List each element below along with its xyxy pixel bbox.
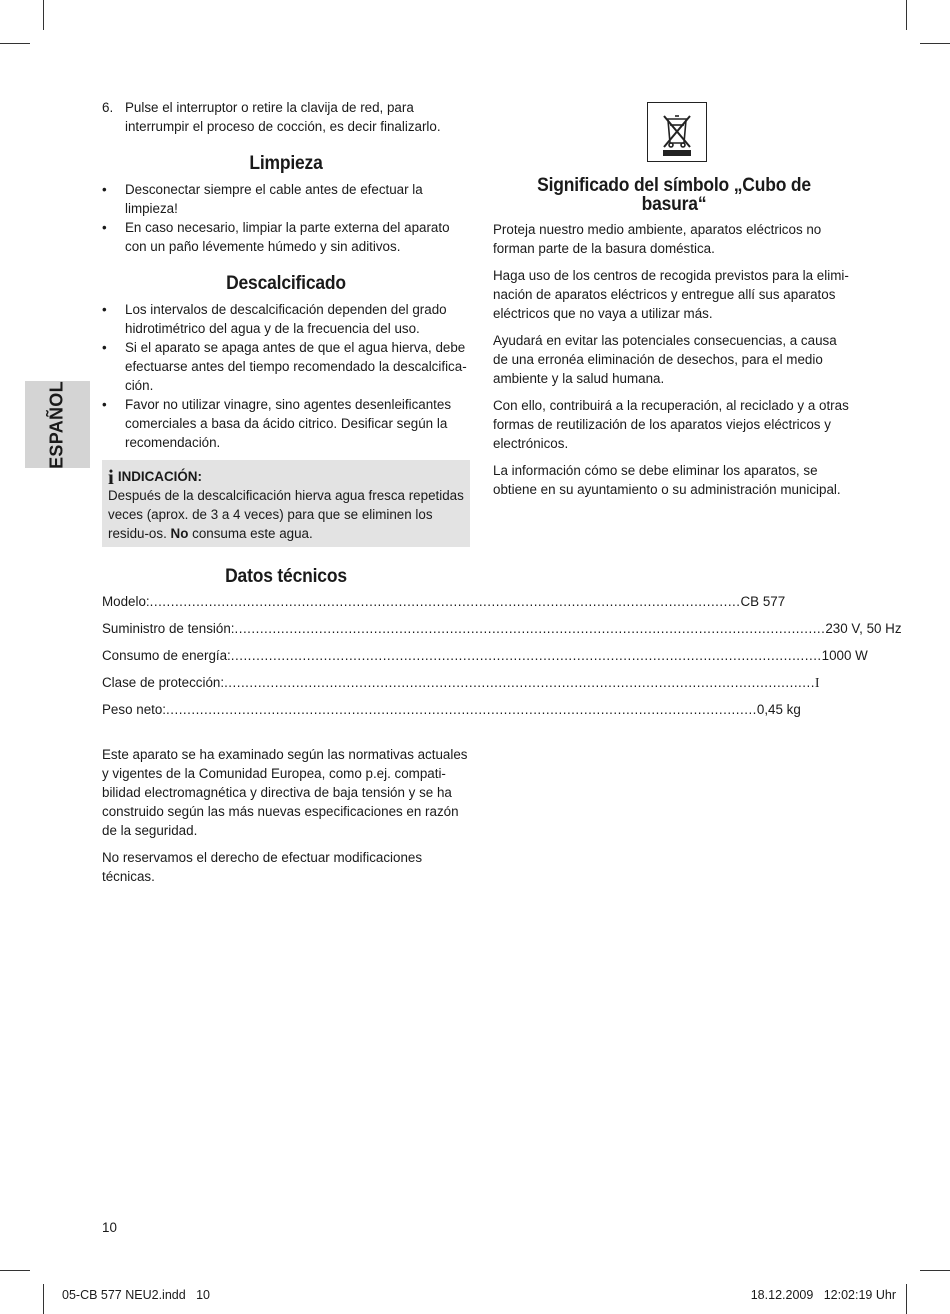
list-item: • Los intervalos de descalcificación dependen del grado hidrotimétrico del agua y de la frecuencia del uso. — [102, 302, 447, 336]
spec-row: Peso neto: ............................................................................................................................................ 0,45 kg — [102, 702, 801, 717]
spec-row: Consumo de energía: ............................................................................................................................................ 1000 W — [102, 648, 868, 663]
crop-mark-top-left-v — [43, 0, 44, 30]
footer-timestamp: 18.12.2009 12:02:19 Uhr — [750, 1288, 896, 1302]
crop-mark-bottom-left-h — [0, 1270, 30, 1271]
crop-mark-top-right-h — [920, 43, 950, 44]
paragraph: Ayudará en evitar las potenciales consecuencias, a causa de una erronéa eliminación de desechos, para el medio ambiente y la salud humana. — [493, 333, 837, 386]
step-text: Pulse el interruptor o retire la clavija de red, para interrumpir el proceso de cocción, es decir finalizarlo. — [125, 100, 441, 134]
right-column — [493, 98, 855, 499]
spec-table — [102, 592, 902, 727]
footer-file-info: 05-CB 577 NEU2.indd 10 — [62, 1288, 211, 1302]
language-tab — [25, 381, 90, 468]
paragraph: Haga uso de los centros de recogida previstos para la elimi-nación de aparatos eléctricos y entregue allí sus aparatos eléctricos que no vaya a utilizar más. — [493, 268, 849, 321]
note-bold-word: No — [170, 526, 189, 541]
crop-mark-bottom-right-v — [906, 1284, 907, 1314]
info-icon: i — [108, 464, 114, 489]
language-tab-label: ESPAÑOL — [46, 381, 67, 469]
note-heading — [108, 464, 464, 489]
list-item: • Si el aparato se apaga antes de que el agua hierva, debe efectuarse antes del tiempo recomendado la descalcifica-ción. — [102, 340, 467, 393]
list-item: • Favor no utilizar vinagre, sino agentes desenleificantes comerciales a basa da ácido citrico. Desificar según la recomendación. — [102, 397, 452, 450]
list-item: • En caso necesario, limpiar la parte externa del aparato con un paño lévemente húmedo y sin aditivos. — [102, 220, 450, 254]
paragraph: Con ello, contribuirá a la recuperación, al reciclado y a otras formas de reutilización de los aparatos viejos eléctricos y electrónicos. — [493, 398, 849, 451]
descalcificado-list — [102, 300, 470, 452]
page-number: 10 — [102, 1220, 117, 1235]
compliance-paragraph: Este aparato se ha examinado según las normativas actuales y vigentes de la Comunidad Europea, como p.ej. compati-bilidad electromagnética y directiva de baja tensión y se ha construido según las más nuevas especificaciones en razón de la seguridad. — [102, 747, 468, 838]
crop-mark-bottom-right-h — [920, 1270, 950, 1271]
limpieza-list — [102, 180, 470, 256]
crop-mark-top-right-v — [906, 0, 907, 30]
spec-row: Modelo: ............................................................................................................................................ CB 577 — [102, 594, 786, 609]
step-number: 6. — [102, 100, 114, 115]
paragraph: Proteja nuestro medio ambiente, aparatos eléctricos no forman parte de la basura doméstica. — [493, 222, 822, 256]
crop-mark-bottom-left-v — [43, 1284, 44, 1314]
modification-paragraph: No reservamos el derecho de efectuar modificaciones técnicas. — [102, 850, 423, 884]
wheelie-bin-icon — [647, 102, 707, 162]
note-heading-label: INDICACIÓN: — [117, 469, 202, 484]
section-title-descalcificado: Descalcificado — [226, 273, 346, 294]
step-6 — [102, 98, 470, 136]
note-text: Después de la descalcificación hierva agua fresca repetidas veces (aprox. de 3 a 4 veces) para que se eliminen los residu-os. No consuma este agua. — [108, 488, 464, 541]
note-box — [102, 460, 470, 547]
crop-mark-top-left-h — [0, 43, 30, 44]
section-title-datos-tecnicos: Datos técnicos — [225, 566, 347, 587]
list-item: • Desconectar siempre el cable antes de efectuar la limpieza! — [102, 182, 423, 216]
section-title-cubo-basura: Significado del símbolo „Cubo de basura“ — [537, 175, 811, 215]
section-title-limpieza: Limpieza — [249, 153, 323, 174]
spec-row: Suministro de tensión: ............................................................................................................................................ 230 V, 50 Hz — [102, 621, 902, 636]
spec-row: Clase de protección: ............................................................................................................................................ I — [102, 675, 820, 690]
paragraph: La información cómo se debe eliminar los aparatos, se obtiene en su ayuntamiento o su administración municipal. — [493, 463, 841, 497]
